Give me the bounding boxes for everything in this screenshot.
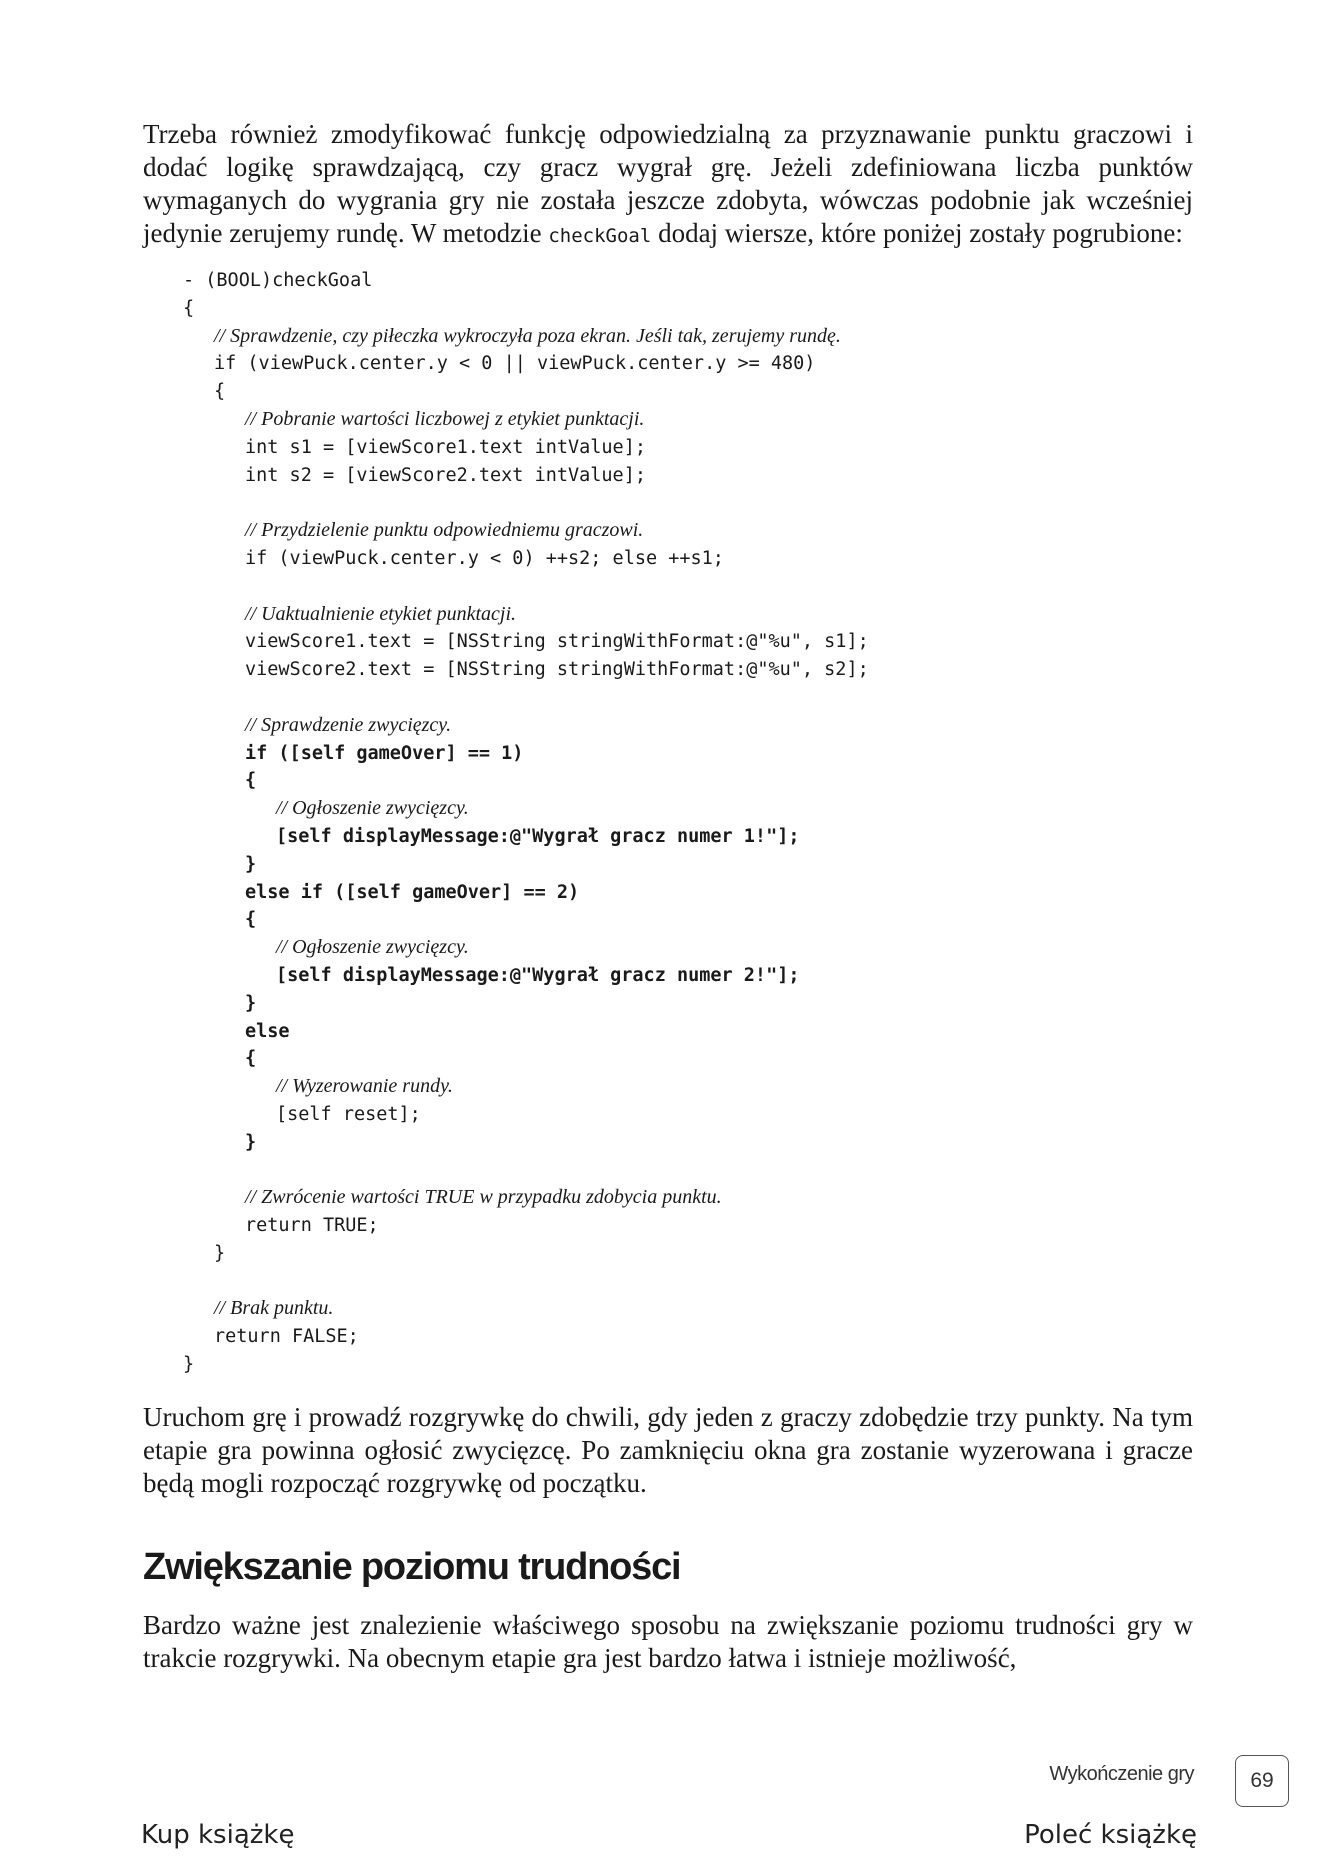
page-number: 69	[1250, 1769, 1274, 1792]
section-heading: Zwiększanie poziomu trudności	[143, 1545, 681, 1588]
code-line: {	[183, 297, 195, 319]
code-line: {	[245, 1048, 257, 1070]
code-blank-line	[183, 489, 1193, 517]
code-comment-line: // Uaktualnienie etykiet punktacji.	[245, 602, 517, 625]
code-line: }	[183, 1354, 195, 1376]
code-line: return TRUE;	[245, 1215, 379, 1237]
code-line: viewScore1.text = [NSString stringWithFormat:@"%u", s1];	[245, 631, 869, 653]
code-blank-line	[183, 1268, 1193, 1296]
intro-paragraph	[143, 118, 1193, 253]
code-line: if (viewPuck.center.y < 0 || viewPuck.center.y >= 480)	[214, 353, 816, 375]
code-line: [self displayMessage:@"Wygrał gracz numer 1!"];	[276, 825, 800, 847]
code-comment-line: // Wyzerowanie rundy.	[276, 1075, 453, 1098]
code-line: - (BOOL)checkGoal	[183, 270, 373, 291]
code-listing	[183, 267, 1193, 1379]
code-line: {	[245, 909, 257, 931]
code-line: }	[245, 1131, 257, 1153]
code-blank-line	[183, 573, 1193, 601]
code-line: return FALSE;	[214, 1326, 359, 1348]
code-comment-line: // Pobranie wartości liczbowej z etykiet punktacji.	[245, 407, 645, 430]
buy-book-link[interactable]: Kup książkę	[141, 1820, 295, 1850]
code-line: [self displayMessage:@"Wygrał gracz numer 2!"];	[276, 964, 800, 986]
code-line: {	[214, 381, 226, 403]
code-comment-line: // Przydzielenie punktu odpowiedniemu graczowi.	[245, 519, 644, 542]
code-comment-line: // Sprawdzenie, czy piłeczka wykroczyła poza ekran. Jeśli tak, zerujemy rundę.	[214, 324, 841, 347]
code-line: if ([self gameOver] == 1)	[245, 742, 524, 764]
code-line: else if ([self gameOver] == 2)	[245, 881, 580, 903]
footer-section-name: Wykończenie gry	[1049, 1763, 1194, 1785]
section-paragraph: Bardzo ważne jest znalezienie właściwego sposobu na zwiększanie poziomu trudności gry w trakcie rozgrywki. Na obecnym etapie gra jest bardzo łatwa i istnieje możliwość,	[143, 1609, 1193, 1673]
page-content	[143, 118, 1193, 1675]
code-comment-line: // Ogłoszenie zwycięzcy.	[276, 797, 469, 820]
code-line: int s1 = [viewScore1.text intValue];	[245, 436, 646, 458]
code-blank-line	[183, 684, 1193, 712]
code-comment-line: // Zwrócenie wartości TRUE w przypadku zdobycia punktu.	[245, 1186, 722, 1209]
intro-text-after: dodaj wiersze, które poniżej zostały pogrubione:	[651, 218, 1183, 248]
code-line: }	[214, 1242, 226, 1264]
intro-text-before: Trzeba również zmodyfikować funkcję odpowiedzialną za przyznawanie punktu graczowi i dodać logikę sprawdzającą, czy gracz wygrał grę. Jeżeli zdefiniowana liczba punktów wymaganych do wygrania gry nie została jeszcze zdobyta, wówczas podobnie jak wcześniej jedynie zerujemy rundę. W metodzie	[143, 119, 1193, 248]
code-comment-line: // Sprawdzenie zwycięzcy.	[245, 713, 452, 736]
page-number-box	[1235, 1755, 1289, 1807]
code-line: [self reset];	[276, 1103, 421, 1125]
code-line: else	[245, 1020, 290, 1042]
code-line: if (viewPuck.center.y < 0) ++s2; else ++s1;	[245, 547, 724, 569]
recommend-book-link[interactable]: Poleć książkę	[1024, 1820, 1197, 1850]
inline-code-checkgoal: checkGoal	[548, 225, 652, 247]
after-code-paragraph: Uruchom grę i prowadź rozgrywkę do chwili, gdy jeden z graczy zdobędzie trzy punkty. Na tym etapie gra powinna ogłosić zwycięzcę. Po zamknięciu okna gra zostanie wyzerowana i gracze będą mogli rozpocząć rozgrywkę od początku.	[143, 1401, 1193, 1498]
code-comment-line: // Ogłoszenie zwycięzcy.	[276, 936, 469, 959]
code-line: int s2 = [viewScore2.text intValue];	[245, 464, 646, 486]
code-line: }	[245, 853, 257, 875]
code-line: }	[245, 992, 257, 1014]
code-comment-line: // Brak punktu.	[214, 1297, 334, 1320]
code-line: {	[245, 770, 257, 792]
code-line: viewScore2.text = [NSString stringWithFormat:@"%u", s2];	[245, 659, 869, 681]
code-blank-line	[183, 1157, 1193, 1185]
